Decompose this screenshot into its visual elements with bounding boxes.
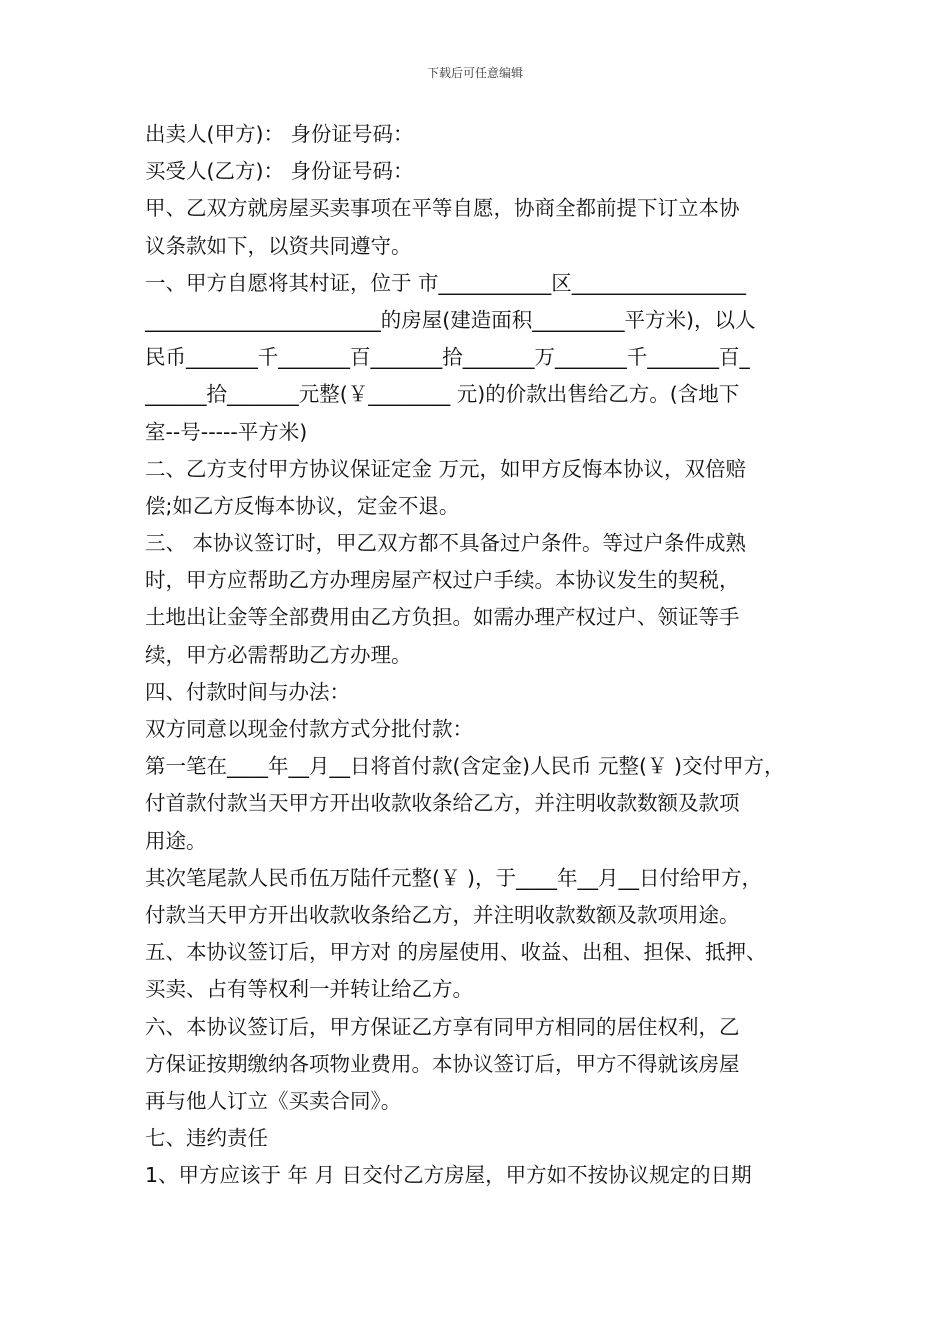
- contract-line: 方保证按期缴纳各项物业费用。本协议签订后，甲方不得就该房屋: [145, 1051, 740, 1076]
- contract-line: 一、甲方自愿将其村证，位于 市___________区_________________: [145, 270, 747, 295]
- contract-line: 时，甲方应帮助乙方办理房屋产权过户手续。本协议发生的契税，: [145, 568, 740, 593]
- contract-line: 买卖、占有等权利一并转让给乙方。: [145, 977, 473, 1002]
- contract-line: 出卖人(甲方)： 身份证号码：: [145, 122, 414, 146]
- contract-line: _______________________的房屋(建造面积_________平方米)，以人: [145, 307, 756, 332]
- contract-line: 室--号-----平方米): [145, 419, 308, 444]
- contract-line: 议条款如下，以资共同遵守。: [145, 233, 412, 258]
- contract-line: 付款当天甲方开出收款收条给乙方，并注明收款数额及款项用途。: [145, 902, 740, 927]
- contract-line: 七、违约责任: [145, 1126, 268, 1151]
- contract-line: 买受人(乙方)： 身份证号码：: [145, 159, 414, 184]
- contract-line: 五、本协议签订后，甲方对 的房屋使用、收益、出租、担保、抵押、: [145, 940, 767, 965]
- contract-line: 再与他人订立《买卖合同》。: [145, 1088, 402, 1113]
- contract-line: 双方同意以现金付款方式分批付款：: [145, 717, 473, 741]
- contract-line: 甲、乙双方就房屋买卖事项在平等自愿，协商全都前提下订立本协: [145, 196, 740, 221]
- contract-line: 四、付款时间与办法：: [145, 679, 350, 704]
- contract-body: [145, 116, 825, 1194]
- contract-line: 其次笔尾款人民币伍万陆仟元整(￥ )，于____年__月__日付给甲方，: [145, 865, 763, 890]
- contract-line: 土地出让金等全部费用由乙方负担。如需办理产权过户、领证等手: [145, 605, 740, 630]
- contract-line: 偿;如乙方反悔本协议，定金不退。: [145, 493, 460, 518]
- contract-line: ______拾_______元整(￥________ 元)的价款出售给乙方。(含地下: [145, 382, 740, 407]
- page-header-note: 下载后可任意编辑: [426, 66, 523, 80]
- contract-line: 三、 本协议签订时，甲乙双方都不具备过户条件。等过户条件成熟: [145, 531, 747, 556]
- contract-line: 二、乙方支付甲方协议保证定金 万元，如甲方反悔本协议，双倍赔: [145, 456, 747, 481]
- contract-line: 第一笔在____年__月__日将首付款(含定金)人民币 元整(￥ )交付甲方，: [145, 754, 785, 779]
- contract-line: 用途。: [145, 828, 207, 853]
- contract-line: 1、甲方应该于 年 月 日交付乙方房屋，甲方如不按协议规定的日期: [145, 1163, 752, 1188]
- contract-line: 付首款付款当天甲方开出收款收条给乙方，并注明收款数额及款项: [145, 791, 740, 816]
- contract-line: 民币_______千_______百_______拾_______万_______千_______百_: [145, 345, 750, 370]
- contract-line: 续，甲方必需帮助乙方办理。: [145, 642, 412, 667]
- contract-line: 六、本协议签订后，甲方保证乙方享有同甲方相同的居住权利，乙: [145, 1014, 740, 1039]
